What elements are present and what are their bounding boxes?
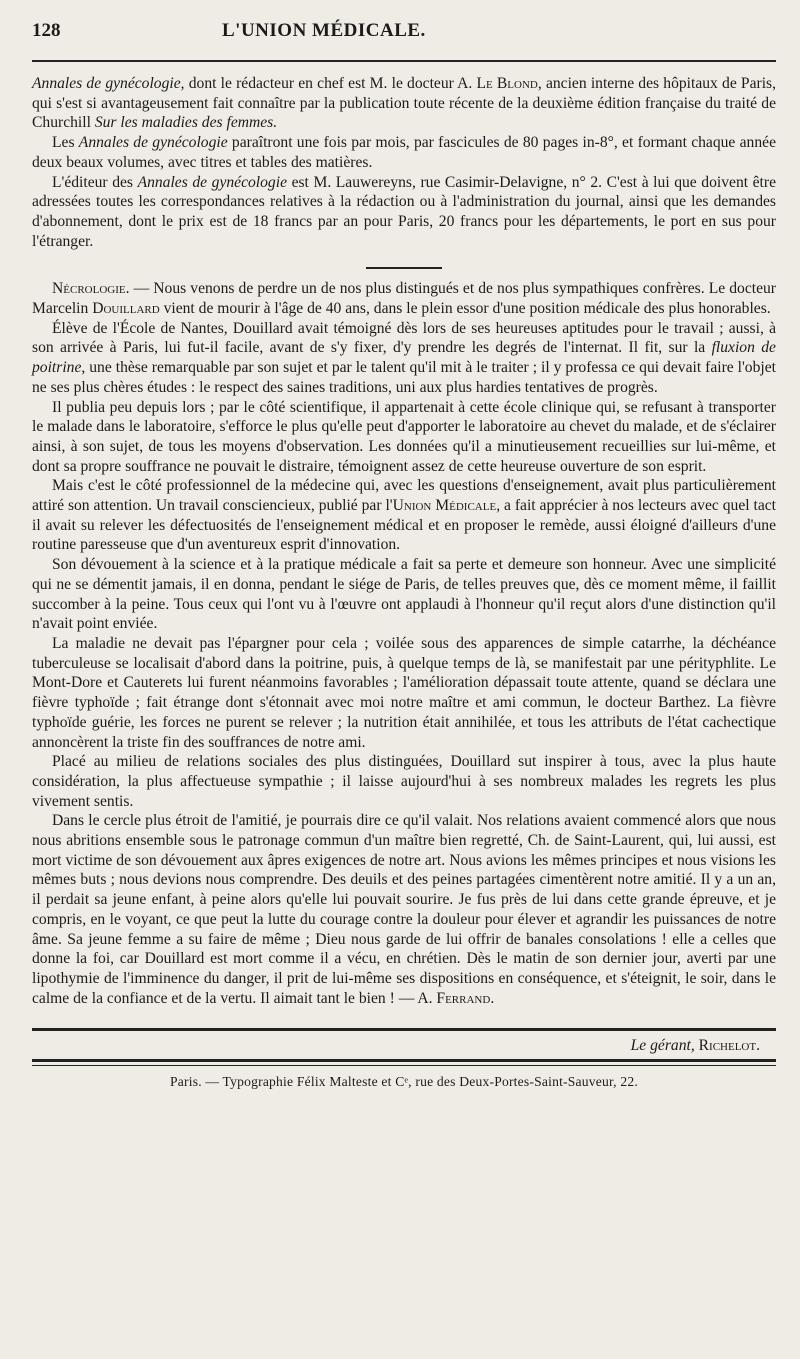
annales-paragraph-1 — [32, 74, 776, 133]
text-run: , ancien interne des hôpitaux de Paris, qui s'est si avantageusement fait connaître par la publication toute récente de la deuxième édition française du traité de Churchill — [32, 75, 777, 132]
text-run: — Nous venons de perdre un de nos plus distingués et de nos plus sympathiques confrères. Le docteur Marcelin — [32, 280, 776, 318]
text-run: paraîtront une fois par mois, par fascicules de 80 pages in-8°, et formant chaque année deux beaux volumes, avec titres et tables des matières. — [32, 134, 776, 171]
gerant-name: Richelot. — [698, 1037, 760, 1055]
book-title-italic: Sur les maladies des femmes. — [94, 114, 278, 132]
text-run: Mais c'est le côté professionnel de la médecine qui, avec les questions d'enseignement, avait plus particulièrement attiré son attention. Un travail consciencieux, publié par l' — [32, 477, 776, 515]
text-run: Les — [52, 134, 79, 152]
header-rule — [32, 60, 776, 62]
gerant-signoff — [32, 1037, 760, 1055]
necrologie-paragraph-5: Son dévouement à la science et à la pratique médicale a fait sa perte et demeure son honneur. Avec une simplicité qui ne se démentit jamais, il en donna, pendant le siége de Paris, de telles preuves que, dès ce moment même, il faillit succomber à la peine. Tous ceux qui l'ont vu à l'œuvre ont applaudi à l'honneur qu'il reçut alors d'une distinction qu'il n'avait point enviée. — [32, 556, 776, 633]
author-name: Le Blond — [476, 75, 538, 92]
text-run: est M. Lauwereyns, rue Casimir-Delavigne, n° 2. C'est à lui que doivent être adressées toutes les correspondances relatives à la rédaction ou à l'administration du journal, ainsi que les demandes d'abonnement, dont le prix est de 18 francs par an pour Paris, 20 francs pour les départements, le port en sus pour l'étranger. — [32, 173, 777, 250]
necrologie-paragraph-2 — [32, 319, 776, 398]
running-head — [32, 20, 776, 54]
text-run: , dont le rédacteur en chef est M. le docteur A. — [180, 75, 477, 92]
annales-paragraph-2 — [32, 133, 776, 172]
deceased-name: Douillard — [92, 300, 160, 318]
journal-name-smallcaps: Union Médicale — [392, 497, 497, 515]
necrologie-paragraph-4 — [32, 476, 776, 555]
text-run: , une thèse remarquable par son sujet et par le talent qu'il mit à le traiter ; il y professa ce qui devait faire l'objet ne ses plus chères études : le respect des saines traditions, uni aux plus hardies tentatives de progrès. — [32, 359, 776, 396]
footer-rule-thin — [32, 1065, 776, 1066]
page-number: 128 — [32, 20, 61, 41]
text-run: . — [490, 989, 495, 1007]
text-run: , a fait apprécier à nos lecteurs avec quel tact il avait su relever les défectuosités de l'enseignement médical et en proposer le remède, aussi éloigné d'ailleurs d'une routine paresseuse que d'un aventureux esprit d'innovation. — [32, 497, 777, 554]
journal-name-italic: Annales de gynécologie — [137, 173, 287, 191]
article-body — [32, 74, 776, 1008]
journal-name-italic: Annales de gynécologie — [32, 75, 181, 92]
necrologie-paragraph-8 — [32, 811, 776, 1008]
text-run: Dans le cercle plus étroit de l'amitié, je pourrais dire ce qu'il valait. Nos relations avaient commencé alors que nous nous abritions ensemble sous le patronage commun d'un maître bien regretté, Ch. de Saint-Laurent, qui, lui aussi, est mort victime de son dévouement aux âpres exigences de notre art. Nous avions les mêmes principes et nous visions les mêmes buts ; nous devions nous comprendre. Des deuils et des peines partagées cimentèrent notre amitié. Il y a un an, il perdait sa jeune enfant, à peine alors qu'elle lui pouvait sourire. Je fus près de lui dans cette grande épreuve, et je compris, en le voyant, ce que peut la lutte du courage contre la douleur pour élever et agrandir les puissances de notre âme. Sa jeune femme a su faire de même ; Dieu nous garde de lui offrir de banales consolations ! elle a celles que donne la foi, car Douillard est mort comme il a vécu, en chrétien. Dès le matin de son dernier jour, averti par une lipothymie de l'imminence du danger, il prit de lui-même ses dispositions en conséquence, et s'éteignit, le soir, dans le calme de la confiance et de la vertu. Il aimait tant le bien ! — A. — [32, 812, 776, 1007]
text-run: Élève de l'École de Nantes, Douillard avait témoigné dès lors de ses heureuses aptitudes pour le travail ; aussi, à son arrivée à Paris, lui fut-il facile, avant de s'y fixer, d'y prendre les degrés de l'internat. Il fit, sur la — [32, 319, 776, 357]
journal-title: L'UNION MÉDICALE. — [222, 20, 426, 41]
necrologie-paragraph-3: Il publia peu depuis lors ; par le côté scientifique, il appartenait à cette école clinique qui, se refusant à transporter le malade dans le laboratoire, s'efforce le plus qu'elle peut d'apporter le laboratoire au chevet du malade, et de s'éclairer ainsi, à son sujet, de tous les moyens d'observation. Les données qu'il a minutieusement recueillies sur lui-même, et dont sa propre souffrance ne pouvait le distraire, témoignent assez de cette heureuse ouverture de son esprit. — [32, 398, 776, 475]
signature-name: Ferrand — [436, 989, 491, 1007]
necrologie-paragraph-6: La maladie ne devait pas l'épargner pour cela ; voilée sous des apparences de simple catarrhe, la déchéance tuberculeuse se localisait d'abord dans la poitrine, puis, à quelque temps de là, se manifestait par une pérityphlite. Le Mont-Dore et Cauterets lui furent néanmoins favorables ; l'amélioration dépassait toute attente, quand se déclara une fièvre typhoïde ; fait étrange dont s'étonnait avec moi notre maître et ami commun, le docteur Barthez. La fièvre typhoïde guérie, les forces ne purent se relever ; la nutrition était annihilée, et tous les attributs de l'état cachectique annoncèrent la triste fin des souffrances de notre ami. — [32, 634, 776, 751]
footer-rule-thick — [32, 1059, 776, 1062]
gerant-label: Le gérant, — [630, 1037, 695, 1055]
section-heading: Nécrologie. — [52, 280, 130, 298]
necrologie-paragraph-1 — [32, 279, 776, 318]
text-run: vient de mourir à l'âge de 40 ans, dans le plein essor d'une position médicale des plus honorables. — [159, 300, 771, 318]
section-divider — [366, 267, 442, 269]
printer-imprint: Paris. — Typographie Félix Malteste et Cᵉ, rue des Deux-Portes-Saint-Sauveur, 22. — [170, 1074, 638, 1090]
journal-name-italic: Annales de gynécologie — [78, 134, 228, 152]
text-run: L'éditeur des — [52, 173, 138, 191]
annales-paragraph-3 — [32, 173, 776, 252]
thesis-title-italic: fluxion de poitrine — [32, 339, 776, 377]
necrologie-paragraph-7: Placé au milieu de relations sociales des plus distinguées, Douillard sut inspirer à tous, avec la plus haute considération, la plus affectueuse sympathie ; il laisse aujourd'hui à ses nombreux malades les regrets les plus vivement sentis. — [32, 753, 776, 810]
footer-rule — [32, 1028, 776, 1031]
